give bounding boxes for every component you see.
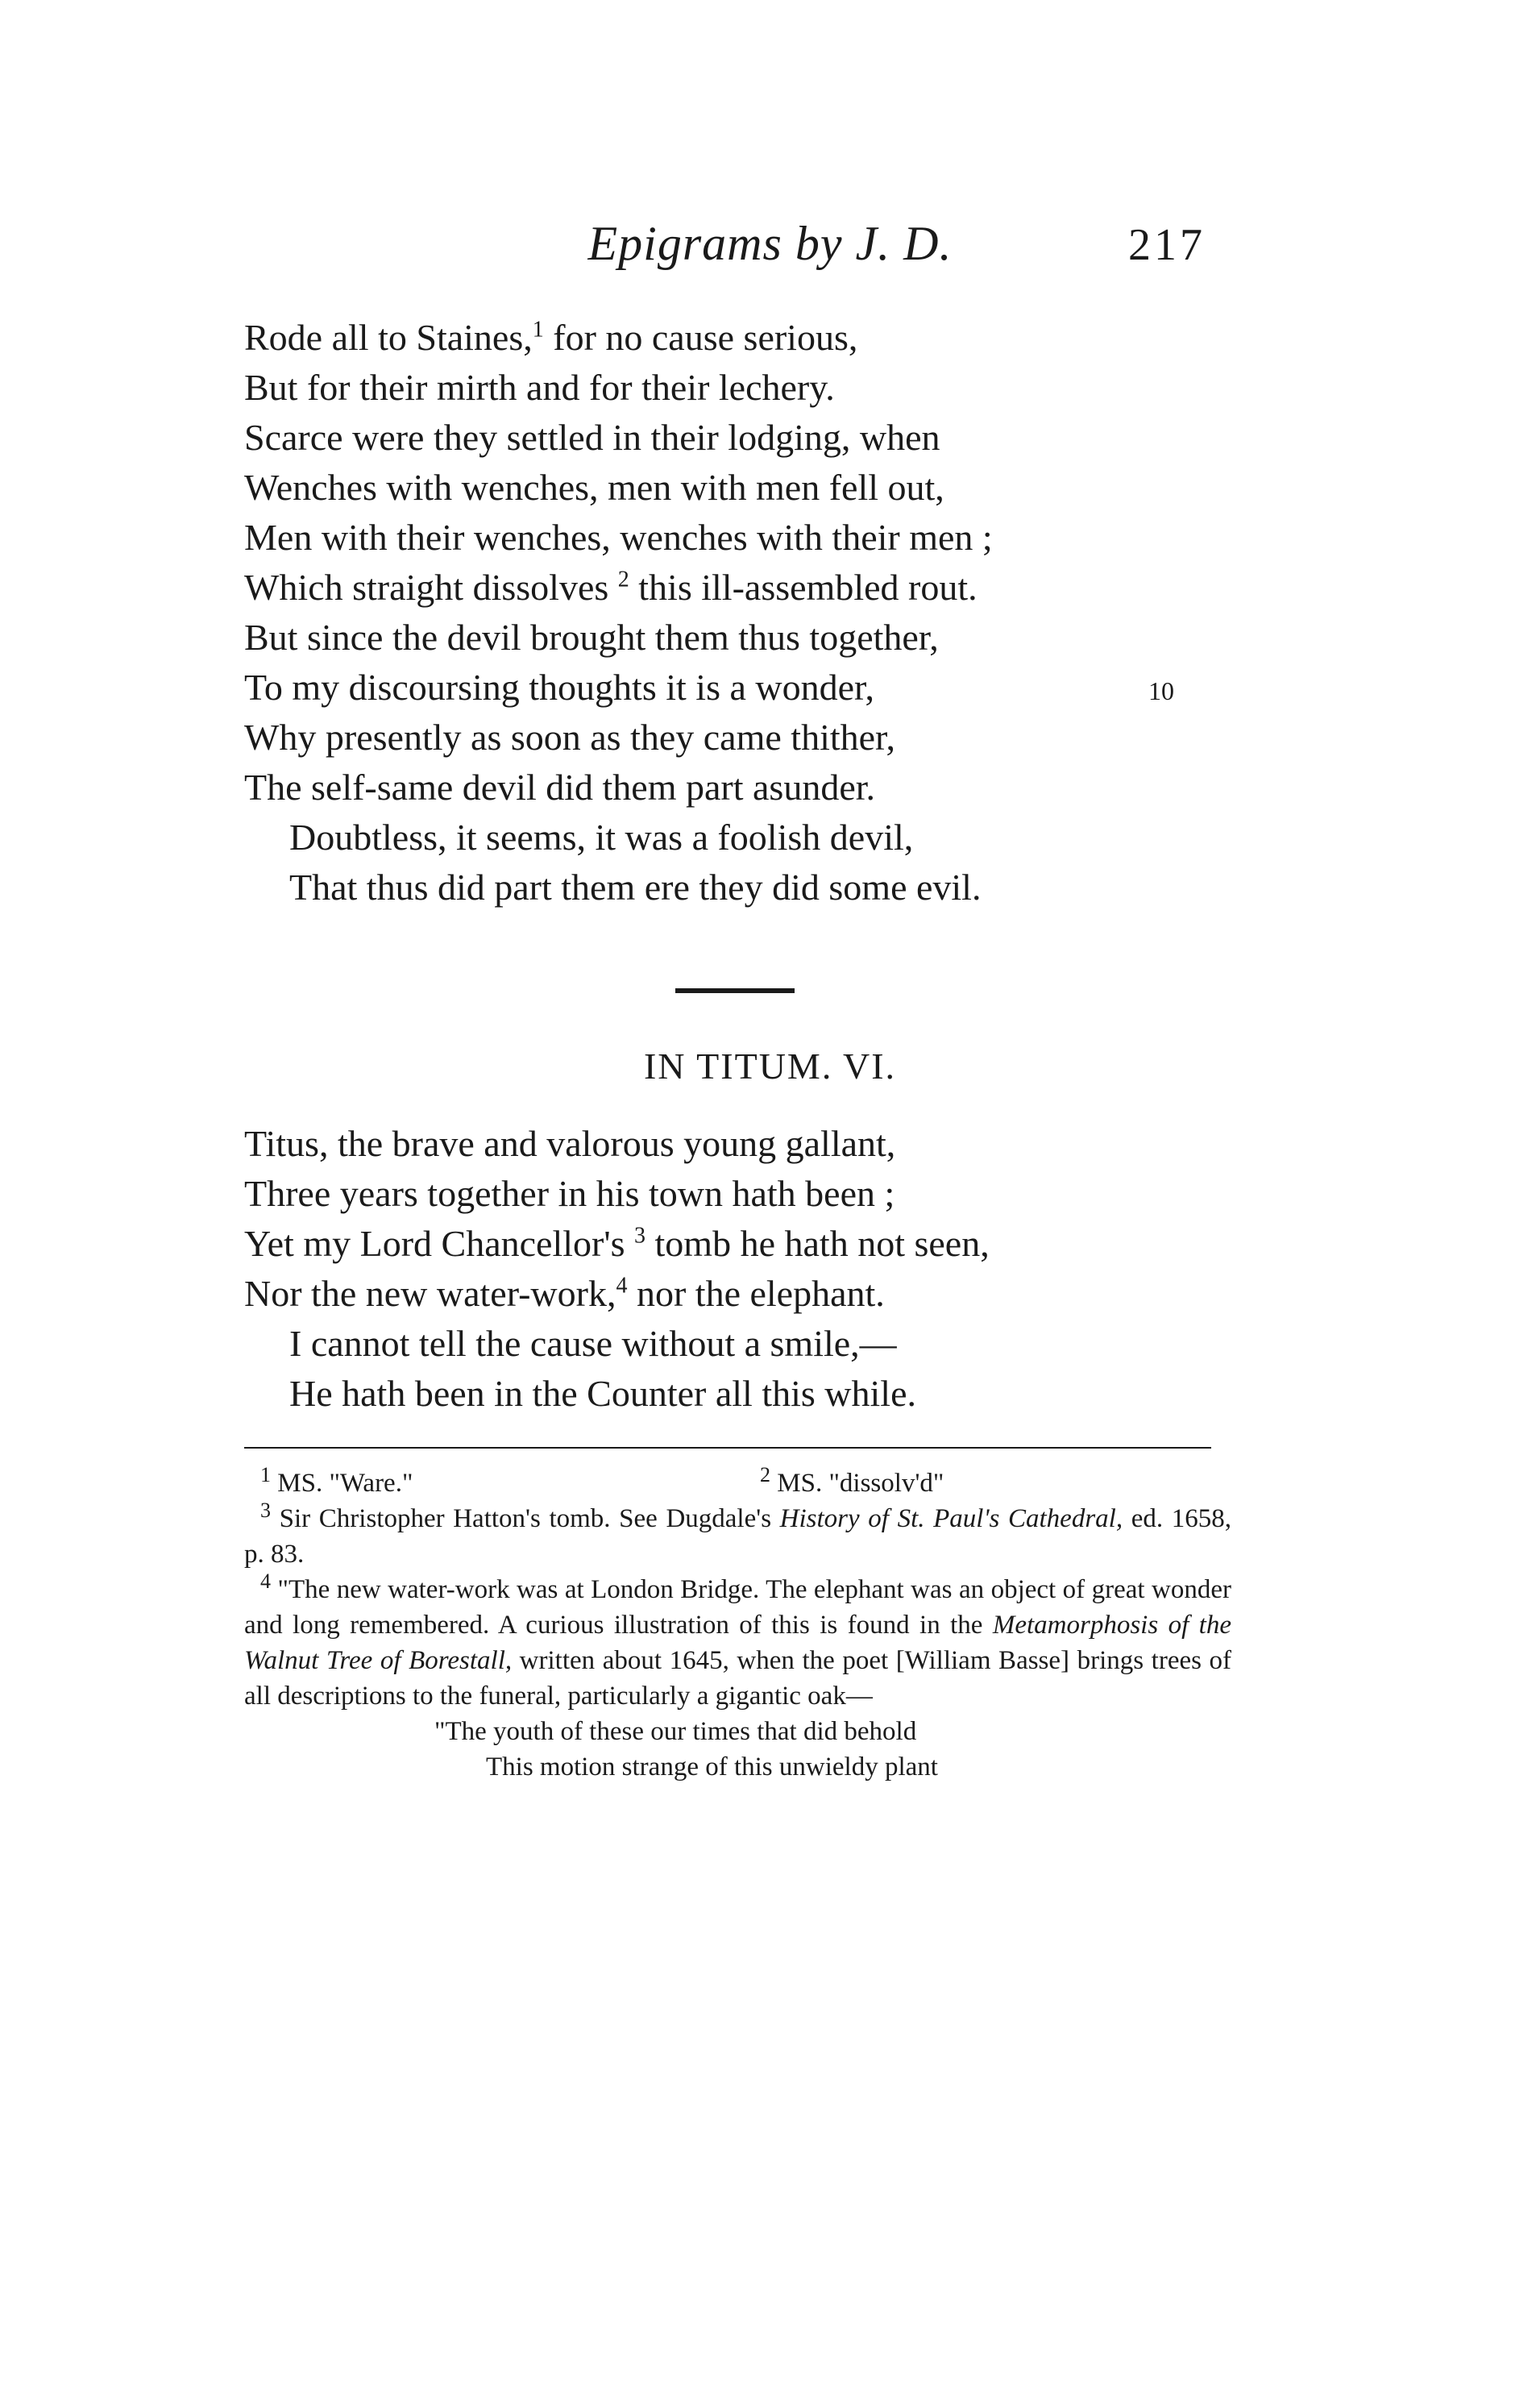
poem-line-text: But for their mirth and for their lechery. — [244, 367, 835, 408]
poem-line-text: I cannot tell the cause without a smile,— — [289, 1323, 897, 1364]
poem-line-text: That thus did part them ere they did some evil. — [289, 867, 982, 908]
poem-line — [244, 763, 1276, 813]
poem-line-text: Rode all to Staines, — [244, 317, 533, 358]
poem-line-text: Yet my Lord Chancellor's — [244, 1223, 635, 1264]
line-number: 10 — [1148, 676, 1174, 705]
footnote-citation: History of St. Paul's Cathedral, — [779, 1504, 1123, 1533]
footnote-number: 2 — [760, 1463, 770, 1486]
footnote-rule — [244, 1447, 1211, 1449]
footnote-quote-line: This motion strange of this unwieldy plant — [486, 1752, 938, 1781]
footnotes — [244, 1465, 1231, 1785]
poem-line-text: To my discoursing thoughts it is a wonder, — [244, 667, 874, 708]
footnote-1 — [260, 1465, 413, 1501]
footnote-reference: 3 — [634, 1223, 646, 1249]
footnote-3 — [244, 1501, 1231, 1572]
footnote-reference: 1 — [532, 317, 544, 343]
poem-line — [244, 363, 1276, 413]
poem-in-titum — [244, 1119, 1276, 1419]
footnote-text: written about 1645, when the poet [William Basse] brings trees of all descriptions to the funeral, particularly a gigantic oak— — [244, 1646, 1232, 1711]
running-title: Epigrams by J. D. — [587, 217, 953, 270]
poem-line-text: Wenches with wenches, men with men fell out, — [244, 467, 944, 508]
footnote-text: MS. "Ware." — [277, 1469, 413, 1498]
footnote-text: "The new water-work was at London Bridge. The elephant was an object of great wonder and long remembered. A curious illustration of this is found in the — [244, 1575, 1231, 1640]
poem-line-text: Why presently as soon as they came thither, — [244, 717, 896, 758]
poem-line — [244, 1369, 1276, 1419]
footnote-number: 1 — [260, 1463, 271, 1486]
poem-line-text: The self-same devil did them part asunder. — [244, 767, 876, 808]
poem-line-text: Scarce were they settled in their lodging, when — [244, 417, 940, 458]
poem-line-text: this ill-assembled rout. — [629, 567, 978, 608]
footnote-text: MS. "dissolv'd" — [777, 1469, 944, 1498]
poem-line — [244, 1219, 1276, 1269]
footnote-number: 4 — [260, 1569, 271, 1593]
poem-line — [244, 663, 1276, 713]
poem-line-text: He hath been in the Counter all this while. — [289, 1373, 916, 1414]
poem-line — [244, 1169, 1276, 1219]
footnote-text: ed. 1658, p. 83. — [244, 1504, 1232, 1569]
poem-line — [244, 513, 1276, 563]
poem-line — [244, 413, 1276, 463]
poem-line — [244, 1119, 1276, 1169]
page-number: 217 — [1128, 220, 1206, 270]
poem-line-text: Titus, the brave and valorous young gallant, — [244, 1123, 896, 1164]
poem-line-text: Three years together in his town hath been ; — [244, 1173, 895, 1214]
poem-line-text: nor the elephant. — [627, 1273, 885, 1314]
poem-line-text: Which straight dissolves — [244, 567, 618, 608]
poem-line — [244, 713, 1276, 763]
footnote-row — [244, 1465, 1231, 1501]
poem-line-text: for no cause serious, — [543, 317, 858, 358]
footnote-number: 3 — [260, 1499, 271, 1522]
footnote-2 — [760, 1465, 944, 1501]
poem-line — [244, 813, 1276, 863]
footnote-citation: Metamorphosis of the Walnut Tree of Borestall, — [244, 1611, 1231, 1675]
poem-line — [244, 563, 1276, 613]
poem-line-text: Men with their wenches, wenches with their men ; — [244, 517, 993, 558]
poem-line — [244, 463, 1276, 513]
footnote-text: Sir Christopher Hatton's tomb. See Dugdale's — [279, 1504, 780, 1533]
poem-line-text: tomb he hath not seen, — [645, 1223, 990, 1264]
poem-line — [244, 313, 1276, 363]
poem-line-text: Nor the new water-work, — [244, 1273, 616, 1314]
poem-line — [244, 613, 1276, 663]
poem-line — [244, 1319, 1276, 1369]
poem-line-text: But since the devil brought them thus together, — [244, 617, 939, 658]
poem-continued — [244, 313, 1276, 913]
section-heading: IN TITUM. VI. — [643, 1046, 897, 1087]
footnote-quote-line: "The youth of these our times that did behold — [434, 1717, 917, 1746]
footnote-reference: 4 — [616, 1273, 628, 1299]
footnote-4 — [244, 1569, 1232, 1714]
poem-line — [244, 1269, 1276, 1319]
section-divider — [675, 988, 795, 993]
poem-line-text: Doubtless, it seems, it was a foolish devil, — [289, 817, 914, 858]
footnote-reference: 2 — [617, 567, 629, 592]
poem-line — [244, 863, 1276, 913]
